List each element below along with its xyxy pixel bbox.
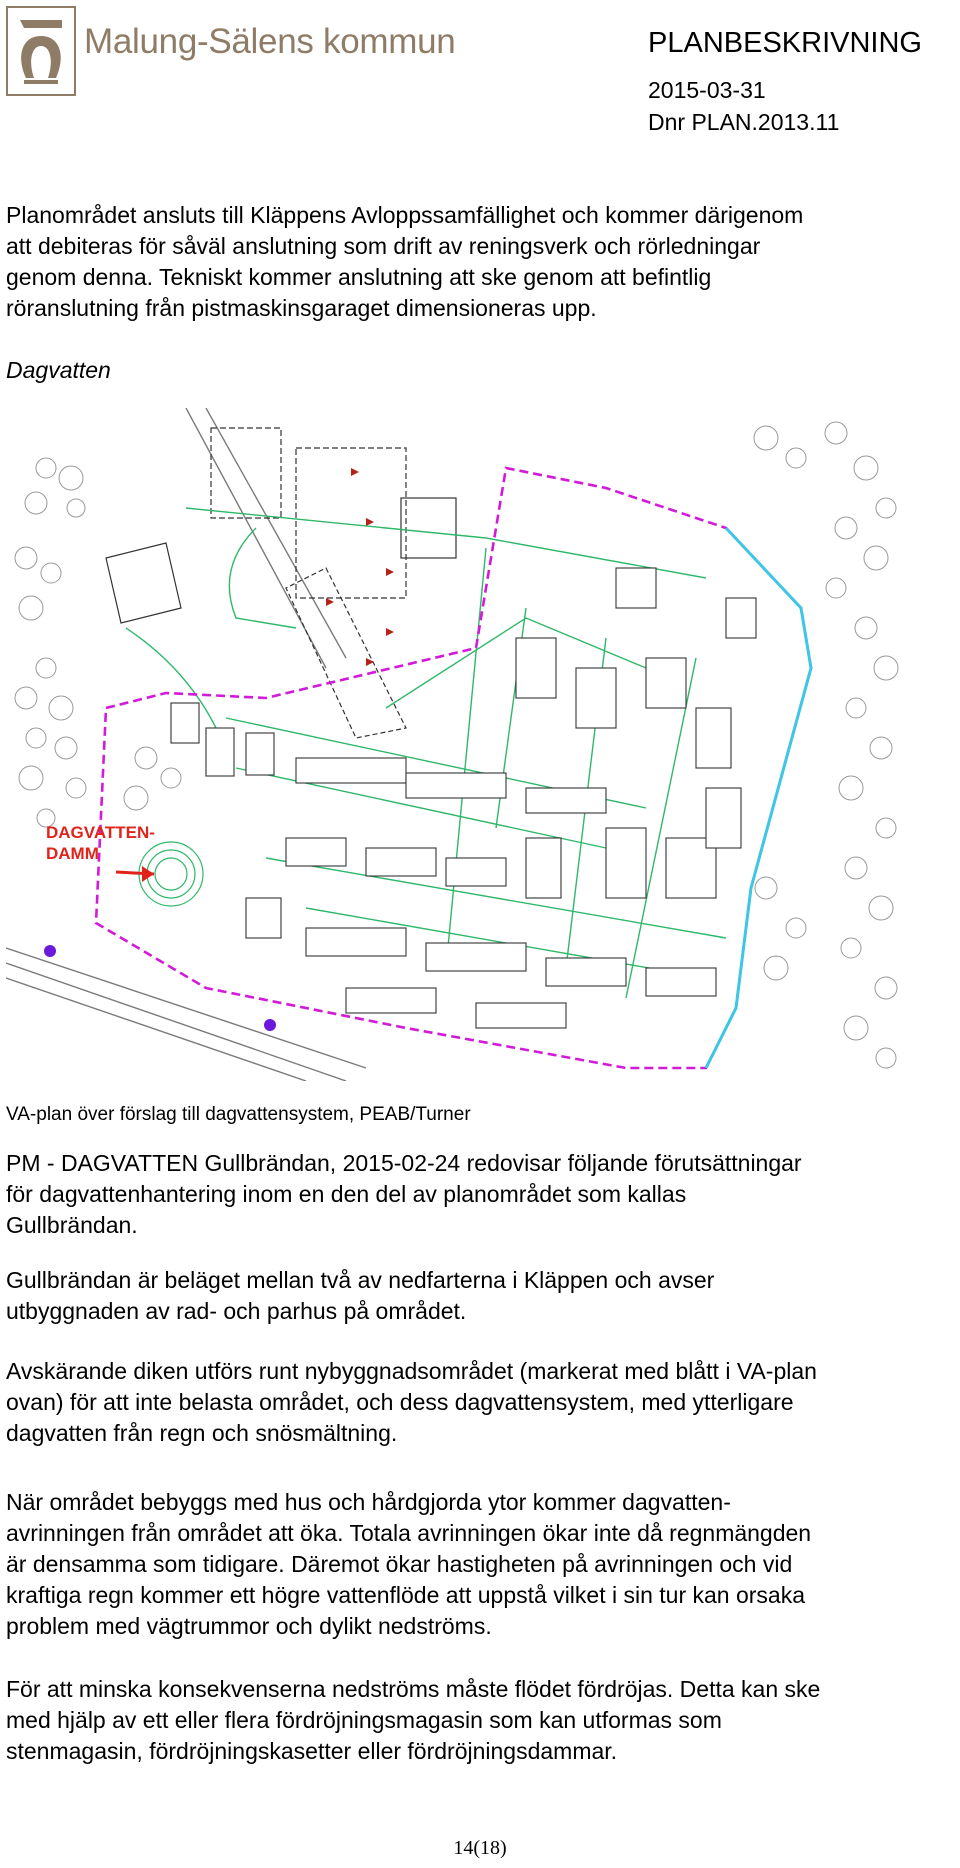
va-plan-map — [6, 408, 910, 1081]
page-number: 14(18) — [453, 1837, 507, 1859]
horseshoe-logo-icon — [6, 6, 76, 96]
document-date: 2015-03-31 — [648, 77, 766, 103]
paragraph-location: Gullbrändan är beläget mellan två av nedfarterna i Kläppen och avser utbyggnaden av rad- och parhus på området. — [6, 1267, 715, 1324]
page-header — [0, 0, 960, 135]
paragraph-ditches: Avskärande diken utförs runt nybyggnadsområdet (markerat med blått i VA-plan ovan) för att inte belasta området, och dess dagvattensystem, med ytterligare dagvatten från regn och snösmältning. — [6, 1358, 817, 1446]
municipality-name: Malung-Sälens kommun — [84, 22, 456, 61]
map-label-dagvattendamm: DAGVATTEN- DAMM — [46, 823, 155, 863]
section-heading: Dagvatten — [6, 357, 111, 383]
paragraph-pm: PM - DAGVATTEN Gullbrändan, 2015-02-24 redovisar följande förutsättningar för dagvattenhantering inom en den del av planområdet som kallas Gullbrändan. — [6, 1150, 802, 1238]
document-registration-number: Dnr PLAN.2013.11 — [648, 109, 840, 135]
intro-paragraph: Planområdet ansluts till Kläppens Avloppssamfällighet och kommer därigenom att debiteras för såväl anslutning som drift av reningsverk och rörledningar genom denna. Tekniskt kommer anslutning att ske genom att befintlig röranslutning från pistmaskinsgaraget dimensioneras upp. — [6, 202, 804, 321]
va-plan-drawing — [6, 408, 910, 1081]
paragraph-retention: För att minska konsekvenserna nedströms måste flödet fördröjas. Detta kan ske med hjälp av ett eller flera fördröjningsmagasin som kan utformas som stenmagasin, fördröjningskasetter eller fördröjningsdammar. — [6, 1676, 821, 1764]
document-type: PLANBESKRIVNING — [648, 27, 922, 59]
figure-caption: VA-plan över förslag till dagvattensystem, PEAB/Turner — [6, 1104, 471, 1125]
paragraph-runoff: När området bebyggs med hus och hårdgjorda ytor kommer dagvatten- avrinningen från området att öka. Totala avrinningen ökar inte då regnmängden är densamma som tidigare. Däremot ökar hastigheten på avrinningen och vid kraftiga regn kommer ett högre vattenflöde att uppstå vilket i sin tur kan orsaka problem med vägtrummor och dylikt nedströms. — [6, 1489, 812, 1639]
